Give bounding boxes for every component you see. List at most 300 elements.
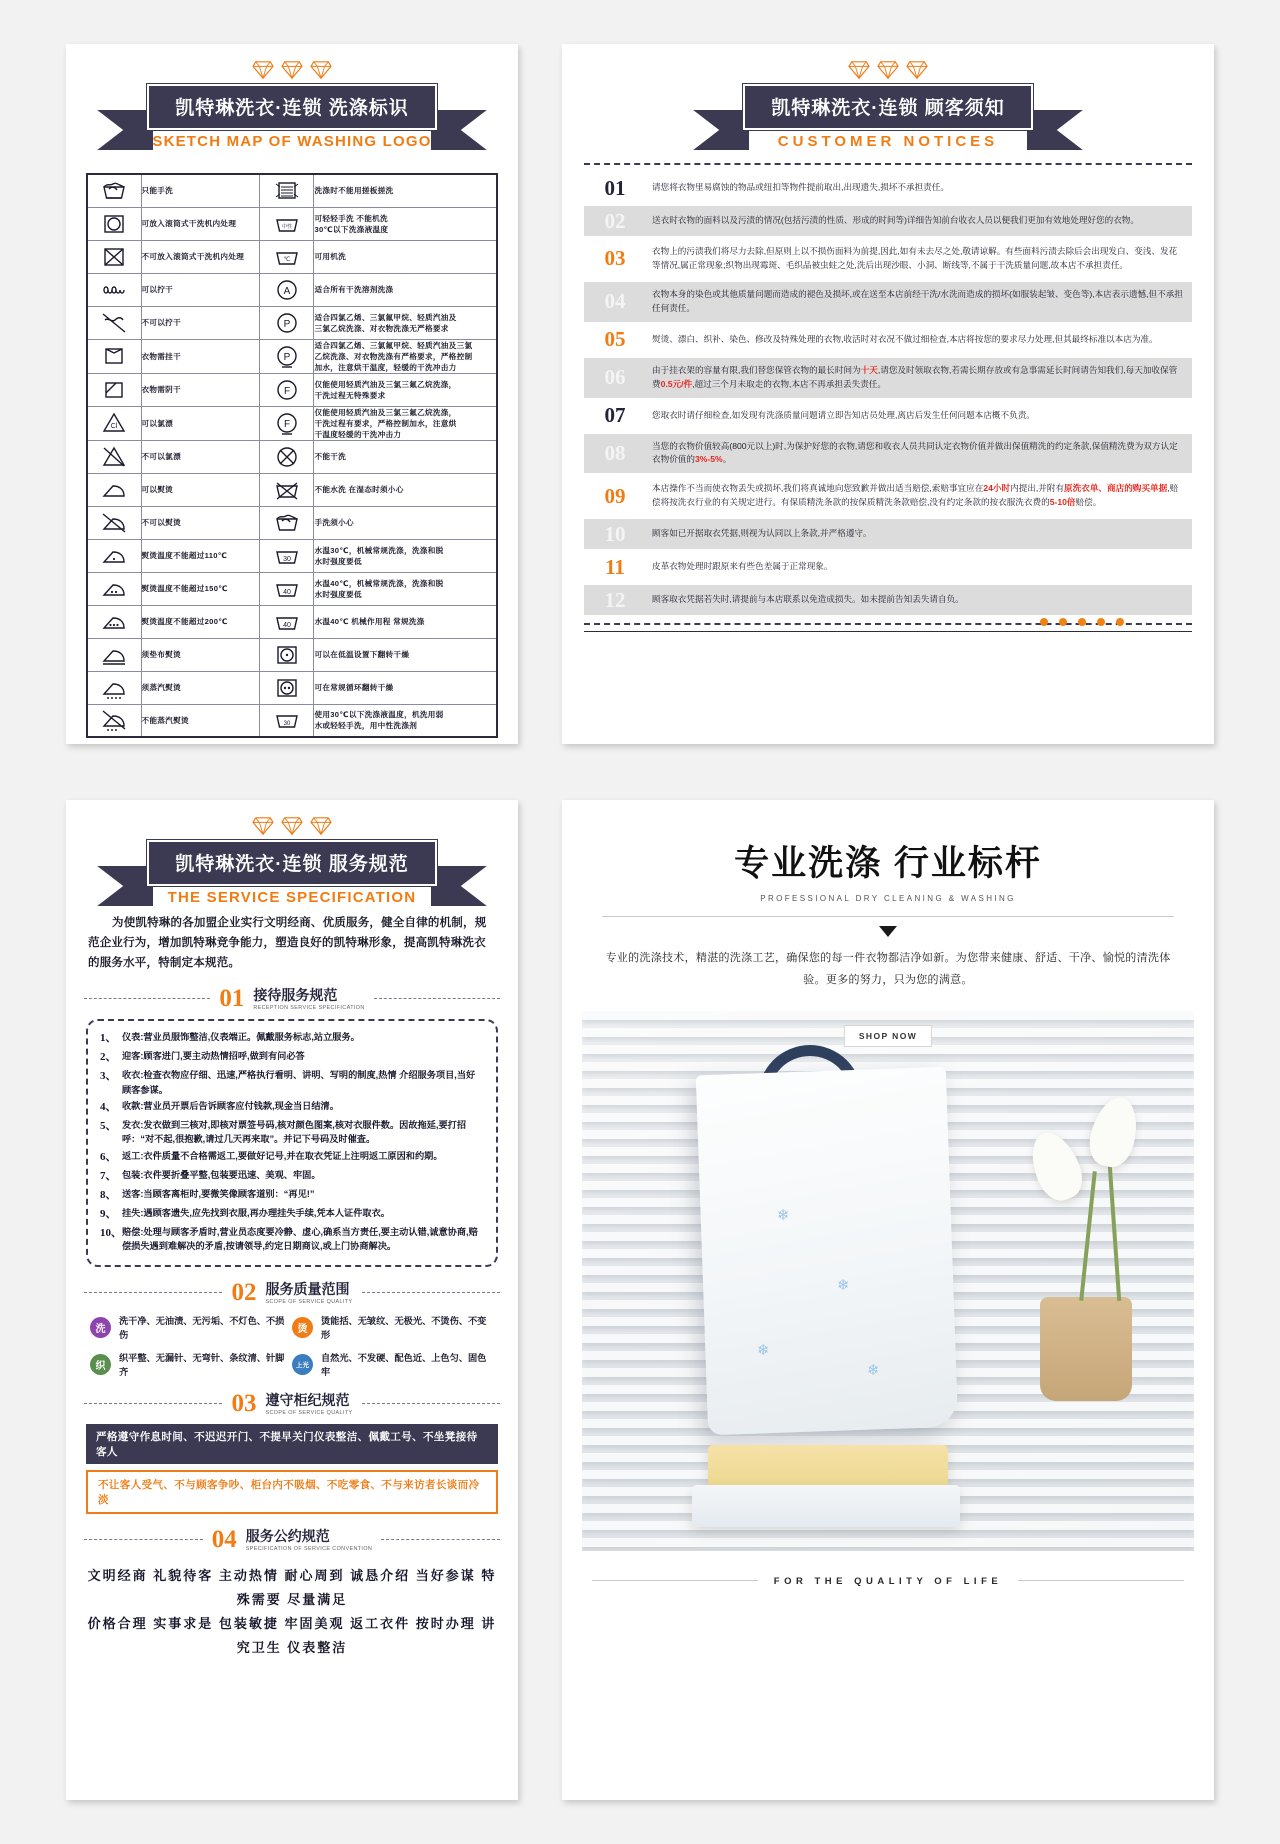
blind-slat bbox=[582, 1011, 1194, 1020]
list-item bbox=[100, 1168, 484, 1185]
notices-body bbox=[562, 151, 1214, 632]
notice-text: 送衣时衣物的面料以及污渍的情况(包括污渍的性质、形成的时间等)详细告知前台收衣人员以便我们更加有效地处理好您的衣物。 bbox=[652, 215, 1139, 226]
table-row bbox=[87, 506, 497, 539]
symbol-cell bbox=[87, 671, 141, 704]
symbol-cell bbox=[87, 373, 141, 406]
section-number: 04 bbox=[211, 1526, 237, 1554]
quality-text: 自然光、不发硬、配色近、上色匀、固色牢 bbox=[321, 1353, 487, 1378]
ribbon-tail-left bbox=[97, 110, 153, 150]
table-row bbox=[87, 572, 497, 605]
notice-text: 衣物本身的染色或其他质量问题而造成的褪色及损坏,或在送至本店前经干洗/水洗而造成的损坏(如服装起皱、变色等),本店表示遗憾,但不承担任何责任。 bbox=[652, 288, 1183, 313]
notice-number: 01 bbox=[604, 175, 626, 200]
section-number: 02 bbox=[231, 1279, 257, 1307]
notices-bottom-divider bbox=[584, 623, 1192, 625]
symbol-label: 须蒸汽熨烫 bbox=[141, 671, 260, 704]
highlight-text: 3%-5% bbox=[694, 454, 723, 465]
notice-item bbox=[584, 206, 1192, 236]
section-rule-left bbox=[84, 1539, 203, 1540]
tumble-dryclean-no-icon bbox=[99, 244, 129, 270]
triangle-down-icon bbox=[879, 926, 897, 937]
section-rule-right bbox=[362, 1403, 500, 1404]
rule-number: 1、 bbox=[100, 1032, 117, 1045]
symbol-cell bbox=[260, 572, 314, 605]
notice-item bbox=[584, 519, 1192, 549]
quality-row bbox=[90, 1350, 494, 1378]
table-row bbox=[87, 440, 497, 473]
promo-subtitle: PROFESSIONAL DRY CLEANING & WASHING bbox=[760, 894, 1016, 903]
symbol-label: 水温40℃，机械常规洗涤，洗涤和脱 水时强度要低 bbox=[314, 572, 497, 605]
convention-line: 价格合理 实事求是 包装敏捷 牢固美观 返工衣件 按时办理 讲究卫生 仪表整洁 bbox=[87, 1616, 497, 1656]
svg-text:30: 30 bbox=[283, 721, 291, 728]
rule-number: 2、 bbox=[100, 1051, 117, 1064]
symbol-label: 可放入滚筒式干洗机内处理 bbox=[141, 207, 260, 240]
tumble-dryclean-ok-icon bbox=[99, 211, 129, 237]
footer-text: FOR THE QUALITY OF LIFE bbox=[758, 1576, 1018, 1587]
svg-text:40: 40 bbox=[283, 621, 291, 629]
white-towel bbox=[696, 1067, 958, 1436]
rule-number: 6、 bbox=[100, 1150, 117, 1163]
hand-wash-careful-icon bbox=[272, 510, 302, 536]
dryclean-p-underline-icon bbox=[272, 343, 302, 369]
symbol-cell bbox=[87, 440, 141, 473]
dot-icon bbox=[1059, 618, 1067, 626]
symbol-label: 熨烫温度不能超过150℃ bbox=[141, 572, 260, 605]
symbol-label: 熨烫温度不能超过110℃ bbox=[141, 539, 260, 572]
section-rule-right bbox=[381, 1539, 500, 1540]
dryclean-a-icon bbox=[272, 277, 302, 303]
notice-number: 07 bbox=[604, 403, 626, 428]
notice-number: 09 bbox=[604, 483, 626, 508]
table-row bbox=[87, 306, 497, 339]
section-rule-left bbox=[84, 1292, 222, 1293]
notice-item bbox=[584, 552, 1192, 582]
svg-text:Cl: Cl bbox=[110, 423, 118, 430]
symbol-label: 适合四氯乙烯、三氯氟甲烷、轻质汽油及三氯 乙烷洗涤、对衣物洗涤有严格要求，严格控制 加水，注意烘干温度，轻缓的干洗冲击力 bbox=[314, 339, 497, 373]
wicker-basket bbox=[1040, 1297, 1132, 1401]
reception-rules-box bbox=[86, 1019, 498, 1267]
symbol-label: 水温30℃，机械常规洗涤，洗涤和脱 水时强度要低 bbox=[314, 539, 497, 572]
symbol-cell bbox=[260, 406, 314, 440]
diamond-icon bbox=[252, 60, 274, 80]
notice-text: 熨烫、漂白、织补、染色、修改及特殊处理的衣物,收活时对衣况不做过细检查,本店将按您的要求尽力处理,但其最终标准以本店为准。 bbox=[652, 333, 1158, 344]
symbol-cell bbox=[260, 638, 314, 671]
symbol-label: 适合所有干洗溶剂洗涤 bbox=[314, 273, 497, 306]
symbol-cell bbox=[260, 539, 314, 572]
diamond-icon bbox=[848, 60, 870, 80]
symbol-label: 可以熨烫 bbox=[141, 473, 260, 506]
symbol-label: 可以拧干 bbox=[141, 273, 260, 306]
section-header-04 bbox=[66, 1527, 518, 1552]
symbol-label: 熨烫温度不能超过200℃ bbox=[141, 605, 260, 638]
quality-badge: 洗 bbox=[90, 1317, 111, 1338]
notice-item bbox=[584, 476, 1192, 516]
list-item bbox=[100, 1225, 484, 1254]
symbol-label: 不可以熨烫 bbox=[141, 506, 260, 539]
chlorine-bleach-no-icon bbox=[99, 444, 129, 470]
notice-number: 08 bbox=[604, 440, 626, 465]
gentle-hand-wash-icon bbox=[272, 211, 302, 237]
notice-number: 05 bbox=[604, 327, 626, 352]
quality-badge: 上光 bbox=[292, 1354, 313, 1375]
iron-150-icon bbox=[99, 576, 129, 602]
section-number: 03 bbox=[231, 1390, 257, 1418]
section-titles bbox=[265, 1392, 352, 1416]
symbol-label: 使用30℃以下洗涤液温度，机洗用弱 水或轻轻手洗，用中性洗涤剂 bbox=[314, 704, 497, 737]
promo-header bbox=[562, 800, 1214, 991]
rule-text: 收衣:检查衣物应仔细、迅速,严格执行看明、讲明、写明的制度,热情 介绍服务项目,当好顾客参谋。 bbox=[122, 1070, 476, 1095]
tumble-dry-normal-icon bbox=[272, 675, 302, 701]
symbol-label: 不可以氯漂 bbox=[141, 440, 260, 473]
section-number: 01 bbox=[219, 985, 245, 1013]
rule-text: 迎客:顾客进门,要主动热情招呼,做到有问必答 bbox=[122, 1051, 305, 1062]
symbol-label: 手洗须小心 bbox=[314, 506, 497, 539]
service-convention bbox=[66, 1560, 518, 1660]
symbol-cell bbox=[260, 306, 314, 339]
svg-text:F: F bbox=[283, 419, 291, 430]
wash-40-icon bbox=[272, 576, 302, 602]
notice-item bbox=[584, 434, 1192, 474]
list-item bbox=[100, 1206, 484, 1223]
section-rule-right bbox=[362, 1292, 500, 1293]
notice-item bbox=[584, 239, 1192, 279]
chlorine-bleach-ok-icon bbox=[99, 410, 129, 436]
list-item bbox=[100, 1068, 484, 1097]
iron-200-icon bbox=[99, 609, 129, 635]
highlight-text: 原洗衣单、商店的购买单据 bbox=[1064, 483, 1168, 494]
list-item bbox=[100, 1049, 484, 1066]
service-banner-title: 凯特琳洗衣·连锁 服务规范 bbox=[147, 840, 437, 886]
symbol-cell bbox=[87, 572, 141, 605]
diamond-group bbox=[66, 816, 518, 836]
rule-text: 仪表:营业员服饰整洁,仪表端正。佩戴服务标志,站立服务。 bbox=[122, 1032, 360, 1043]
symbol-cell bbox=[87, 174, 141, 207]
highlight-text: 十天 bbox=[860, 364, 878, 375]
symbol-cell bbox=[87, 473, 141, 506]
quality-text: 织平整、无漏针、无弯针、条纹清、针脚齐 bbox=[119, 1353, 285, 1378]
ribbon bbox=[743, 84, 1033, 150]
rule-text: 送客:当顾客离柜时,要微笑像顾客道别：“再见!” bbox=[122, 1188, 315, 1199]
dryclean-f-underline-icon bbox=[272, 410, 302, 436]
section-title-en: SPECIFICATION OF SERVICE CONVENTION bbox=[245, 1545, 373, 1552]
section-title-en: RECEPTION SERVICE SPECIFICATION bbox=[253, 1004, 365, 1011]
quality-item bbox=[90, 1350, 292, 1378]
rule-text: 挂失:遇顾客遗失,应先找到衣服,再办理挂失手续,凭本人证件取衣。 bbox=[122, 1207, 390, 1218]
section-rule-right bbox=[374, 998, 500, 999]
section-title-cn: 服务公约规范 bbox=[245, 1527, 330, 1544]
ribbon-tail-left bbox=[97, 866, 153, 906]
notices-top-divider bbox=[584, 163, 1192, 165]
table-row bbox=[87, 605, 497, 638]
notice-number: 04 bbox=[604, 289, 626, 314]
iron-no-icon bbox=[99, 510, 129, 536]
symbol-cell bbox=[87, 605, 141, 638]
customer-notices-panel bbox=[562, 44, 1214, 744]
notice-text: 衣物上的污渍我们将尽力去除,但原则上以不损伤面料为前提,因此,如有未去尽之处,敬请谅解。有些面料污渍去除后会出现发白、变浅、发花等情况,属正常现象;织物出现霉斑、毛织品被虫蛀之处,洗后出现沙眼、小洞、断线等,不属于干洗质量问题,故本店不承担责任。 bbox=[652, 246, 1178, 270]
symbol-label: 不可以拧干 bbox=[141, 306, 260, 339]
symbol-label: 适合四氯乙烯、三氯氟甲烷、轻质汽油及 三氯乙烷洗涤、对衣物洗涤无严格要求 bbox=[314, 306, 497, 339]
symbol-cell bbox=[87, 306, 141, 339]
notice-text: 顾客取衣凭据若失时,请提前与本店联系以免造成损失。如未提前告知丢失请自负。 bbox=[652, 594, 964, 605]
symbol-cell bbox=[260, 174, 314, 207]
rule-number: 4、 bbox=[100, 1100, 117, 1113]
snowflake-icon: ❄ bbox=[777, 1207, 790, 1224]
symbol-label: 可在常规循环翻转干燥 bbox=[314, 671, 497, 704]
table-row bbox=[87, 406, 497, 440]
section-rule-left bbox=[84, 1403, 222, 1404]
symbol-cell bbox=[260, 273, 314, 306]
washing-symbols-table bbox=[86, 173, 498, 738]
section-rule-left bbox=[84, 998, 210, 999]
symbol-label: 可以在低温设置下翻转干燥 bbox=[314, 638, 497, 671]
notice-number: 03 bbox=[604, 246, 626, 271]
ribbon-tail-right bbox=[431, 866, 487, 906]
diamond-icon bbox=[906, 60, 928, 80]
symbol-label: 不能干洗 bbox=[314, 440, 497, 473]
steam-iron-icon bbox=[99, 675, 129, 701]
section-title-cn: 服务质量范围 bbox=[265, 1280, 350, 1297]
symbol-label: 可轻轻手洗 不能机洗 30℃以下洗涤液温度 bbox=[314, 207, 497, 240]
table-row bbox=[87, 273, 497, 306]
decorative-dots bbox=[1040, 618, 1124, 626]
svg-text:40: 40 bbox=[283, 588, 291, 596]
list-item bbox=[100, 1149, 484, 1166]
symbol-label: 仅能使用轻质汽油及三氯三氟乙烷洗涤， 干洗过程有要求，严格控制加水，注意烘 干温度轻缓的干洗冲击力 bbox=[314, 406, 497, 440]
symbol-label: 仅能使用轻质汽油及三氯三氟乙烷洗涤， 干洗过程无特殊要求 bbox=[314, 373, 497, 406]
highlight-text: 24小时 bbox=[983, 483, 1011, 494]
service-intro-text: 为使凯特琳的各加盟企业实行文明经商、优质服务，健全自律的机制，规范企业行为，增加凯特琳竞争能力，塑造良好的凯特琳形象，提高凯特琳洗衣的服务水平，特制定本规范。 bbox=[88, 917, 487, 970]
svg-text:30: 30 bbox=[283, 555, 291, 563]
symbol-label: 洗涤时不能用搓板搓洗 bbox=[314, 174, 497, 207]
table-row bbox=[87, 174, 497, 207]
wring-ok-icon bbox=[99, 277, 129, 303]
rule-text: 发衣:发衣做到三核对,即核对票签号码,核对颜色图案,核对衣服件数。因故拖延,要打招呼：“对不起,很抱歉,请过几天再来取”。并记下号码及时催查。 bbox=[122, 1120, 467, 1145]
symbol-cell bbox=[87, 240, 141, 273]
diamond-group bbox=[562, 60, 1214, 80]
wring-no-icon bbox=[99, 310, 129, 336]
section-title-en: SCOPE OF SERVICE QUALITY bbox=[265, 1298, 353, 1305]
convention-line: 文明经商 礼貌待客 主动热情 耐心周到 诚恳介绍 当好参谋 特殊需要 尽量满足 bbox=[87, 1568, 497, 1608]
notice-number: 10 bbox=[604, 521, 626, 546]
quality-text: 洗干净、无油渍、无污垢、不灯色、不损伤 bbox=[119, 1316, 285, 1341]
iron-with-cloth-icon bbox=[99, 642, 129, 668]
svg-text:A: A bbox=[283, 285, 291, 297]
rule-number: 9、 bbox=[100, 1207, 117, 1220]
table-row bbox=[87, 373, 497, 406]
ribbon bbox=[147, 84, 437, 150]
section-header-02 bbox=[66, 1280, 518, 1305]
wash-30-icon bbox=[272, 543, 302, 569]
notices-banner-subtitle: CUSTOMER NOTICES bbox=[777, 133, 999, 150]
symbol-label: 不能蒸汽熨烫 bbox=[141, 704, 260, 737]
washing-logo-panel bbox=[66, 44, 518, 744]
symbol-label: 须垫布熨烫 bbox=[141, 638, 260, 671]
iron-ok-icon bbox=[99, 477, 129, 503]
symbol-label: 不能水洗 在湿态时须小心 bbox=[314, 473, 497, 506]
promo-body-text: 专业的洗涤技术，精湛的洗涤工艺，确保您的每一件衣物都洁净如新。为您带来健康、舒适、干净、愉悦的清洗体验。更多的努力，只为您的满意。 bbox=[605, 952, 1171, 986]
folded-white-garment bbox=[692, 1485, 960, 1527]
quality-badge: 织 bbox=[90, 1354, 111, 1375]
discipline-bar-secondary: 不让客人受气、不与顾客争吵、柜台内不吸烟、不吃零食、不与来访者长谈而冷淡 bbox=[86, 1470, 498, 1514]
section-titles bbox=[265, 1281, 352, 1305]
section-title-en: SCOPE OF SERVICE QUALITY bbox=[265, 1409, 353, 1416]
symbol-label: 水温40℃ 机械作用程 常规洗涤 bbox=[314, 605, 497, 638]
list-item bbox=[100, 1030, 484, 1047]
notice-text: 请您将衣物里易腐蚀的物品或纽扣等物件提前取出,出现遗失,损坏不承担责任。 bbox=[652, 182, 949, 193]
notice-item bbox=[584, 282, 1192, 322]
quality-row bbox=[90, 1313, 494, 1341]
symbol-label: 衣物需阴干 bbox=[141, 373, 260, 406]
notice-item bbox=[584, 585, 1192, 615]
symbol-cell bbox=[260, 671, 314, 704]
symbol-label: 不可放入滚筒式干洗机内处理 bbox=[141, 240, 260, 273]
svg-text:℃: ℃ bbox=[283, 256, 291, 263]
notices-list bbox=[584, 173, 1192, 615]
diamond-icon bbox=[281, 816, 303, 836]
notice-number: 12 bbox=[604, 587, 626, 612]
notice-text: 由于挂衣架的容量有限,我们替您保管衣物的最长时间为十天,请您及时领取衣物,若需长期存放或有急事需延长时间请告知我们,每天加收保管费0.5元/件,超过三个月未取走的衣物,本店不再承担丢失责任。 bbox=[652, 364, 1178, 389]
diamond-icon bbox=[310, 816, 332, 836]
rule-number: 5、 bbox=[100, 1120, 117, 1133]
washing-banner-subtitle: SKETCH MAP OF WASHING LOGO bbox=[152, 133, 432, 150]
table-row bbox=[87, 671, 497, 704]
dot-icon bbox=[1040, 618, 1048, 626]
service-specification-panel bbox=[66, 800, 518, 1800]
iron-110-icon bbox=[99, 543, 129, 569]
snowflake-icon: ❄ bbox=[837, 1277, 850, 1294]
section-titles bbox=[253, 987, 364, 1011]
notice-number: 06 bbox=[604, 365, 626, 390]
section-header-03 bbox=[66, 1391, 518, 1416]
flower-stem bbox=[1107, 1151, 1121, 1301]
quality-item bbox=[90, 1313, 292, 1341]
section-title-cn: 接待服务规范 bbox=[253, 986, 338, 1003]
notices-banner bbox=[562, 44, 1214, 151]
notices-banner-title: 凯特琳洗衣·连锁 顾客须知 bbox=[743, 84, 1033, 130]
dryclean-p-icon bbox=[272, 310, 302, 336]
promo-title: 专业洗涤 行业标杆 bbox=[734, 844, 1042, 883]
list-item bbox=[100, 1187, 484, 1204]
no-dryclean-icon bbox=[272, 444, 302, 470]
notice-text: 当您的衣物价值较高(800元以上)时,为保护好您的衣物,请您和收衣人员共同认定衣物价值并做出保值精洗的约定条款,保值精洗费为双方认定衣物价值的3%-5%。 bbox=[652, 440, 1178, 465]
notice-text: 皮革衣物处理时跟原来有些色差属于正常现象。 bbox=[652, 561, 833, 572]
notice-number: 02 bbox=[604, 208, 626, 233]
dot-icon bbox=[1078, 618, 1086, 626]
symbol-cell bbox=[260, 440, 314, 473]
promo-footer bbox=[562, 1571, 1214, 1589]
notice-item bbox=[584, 358, 1192, 398]
ribbon-tail-right bbox=[431, 110, 487, 150]
machine-wash-ok-icon bbox=[272, 244, 302, 270]
washing-banner-title: 凯特琳洗衣·连锁 洗涤标识 bbox=[147, 84, 437, 130]
quality-text: 烫能括、无皱纹、无极光、不烫伤、不变形 bbox=[321, 1316, 487, 1341]
symbol-label: 可用机洗 bbox=[314, 240, 497, 273]
symbol-cell bbox=[87, 406, 141, 440]
service-banner-subtitle: THE SERVICE SPECIFICATION bbox=[167, 889, 417, 906]
service-banner bbox=[66, 800, 518, 907]
symbol-label: 衣物需挂干 bbox=[141, 339, 260, 373]
notice-number: 11 bbox=[605, 554, 625, 579]
discipline-bar-primary: 严格遵守作息时间、不迟迟开门、不提早关门仪表整洁、佩戴工号、不坐凳接待客人 bbox=[86, 1424, 498, 1464]
notice-text: 您取衣时请仔细检查,如发现有洗涤质量问题请立即告知店员处理,离店后发生任何问题本店概不负责。 bbox=[652, 409, 1035, 420]
quality-scope-grid bbox=[90, 1313, 494, 1378]
symbol-cell bbox=[87, 704, 141, 737]
wash-40-normal-icon bbox=[272, 609, 302, 635]
quality-badge: 烫 bbox=[292, 1317, 313, 1338]
list-item bbox=[100, 1118, 484, 1147]
notice-item bbox=[584, 401, 1192, 431]
product-photo bbox=[582, 1011, 1194, 1551]
svg-text:中性: 中性 bbox=[281, 223, 292, 230]
dot-icon bbox=[1116, 618, 1124, 626]
highlight-text: 0.5元/件 bbox=[660, 378, 693, 389]
notice-text: 顾客如已开据取衣凭据,则视为认同以上条款,并严格遵守。 bbox=[652, 528, 872, 539]
rule-text: 包装:衣件要折叠平整,包装要迅速、美观、牢固。 bbox=[122, 1169, 321, 1180]
dot-icon bbox=[1097, 618, 1105, 626]
dryclean-f-icon bbox=[272, 377, 302, 403]
quality-item bbox=[292, 1313, 494, 1341]
symbol-cell bbox=[87, 638, 141, 671]
line-dry-icon bbox=[99, 343, 129, 369]
symbol-cell bbox=[260, 207, 314, 240]
symbol-cell bbox=[260, 473, 314, 506]
symbol-cell bbox=[87, 273, 141, 306]
notice-item bbox=[584, 173, 1192, 203]
ribbon bbox=[147, 840, 437, 906]
section-title-cn: 遵守柜纪规范 bbox=[265, 1391, 350, 1408]
svg-text:P: P bbox=[283, 352, 291, 363]
table-row bbox=[87, 240, 497, 273]
rule-number: 7、 bbox=[100, 1169, 117, 1182]
rule-number: 10、 bbox=[100, 1226, 122, 1239]
blind-slat bbox=[582, 1538, 1194, 1547]
rule-text: 返工:衣件质量不合格需返工,要做好记号,并在取衣凭证上注明返工原因和约期。 bbox=[122, 1150, 443, 1161]
symbol-cell bbox=[260, 506, 314, 539]
rule-text: 赔偿:处理与顾客矛盾时,营业员态度要冷静、虚心,确系当方责任,要主动认错,诚意协商,赔偿损失遇到难解决的矛盾,按请领导,约定日期商议,或上门协商解决。 bbox=[122, 1226, 478, 1251]
snowflake-icon: ❄ bbox=[867, 1362, 880, 1379]
tumble-dry-low-icon bbox=[272, 642, 302, 668]
shop-now-button[interactable]: SHOP NOW bbox=[844, 1025, 932, 1047]
highlight-text: 5-10倍 bbox=[1049, 497, 1076, 508]
symbol-cell bbox=[87, 339, 141, 373]
table-row bbox=[87, 539, 497, 572]
symbol-cell bbox=[260, 339, 314, 373]
no-steam-iron-icon bbox=[99, 707, 129, 733]
table-row bbox=[87, 339, 497, 373]
table-row bbox=[87, 638, 497, 671]
snowflake-icon: ❄ bbox=[757, 1342, 770, 1359]
wash-30-mild-icon bbox=[272, 707, 302, 733]
notices-bottom-rule bbox=[584, 631, 1192, 632]
rule-number: 3、 bbox=[100, 1070, 117, 1083]
rule-text: 收款:营业员开票后告诉顾客应付钱款,现金当日结清。 bbox=[122, 1100, 339, 1111]
table-row bbox=[87, 473, 497, 506]
shade-dry-icon bbox=[99, 377, 129, 403]
section-header-01 bbox=[66, 986, 518, 1011]
no-water-wash-icon bbox=[272, 477, 302, 503]
notice-text: 本店操作不当而使衣物丢失或损坏,我们将真诚地向您致歉并做出适当赔偿,索赔事宜应在24小时内提出,并附有原洗衣单、商店的购买单据,赔偿将按洗衣行业的有关规定进行。有保质精洗条款的按保质精洗条款赔偿,没有约定条款的按衣服洗衣费的5-10倍赔偿。 bbox=[652, 483, 1179, 508]
rule-number: 8、 bbox=[100, 1188, 117, 1201]
symbol-cell bbox=[260, 704, 314, 737]
symbol-cell bbox=[87, 539, 141, 572]
svg-text:P: P bbox=[283, 318, 291, 330]
svg-text:F: F bbox=[283, 385, 291, 397]
symbol-cell bbox=[87, 506, 141, 539]
symbol-cell bbox=[87, 207, 141, 240]
symbol-label: 可以氯漂 bbox=[141, 406, 260, 440]
symbol-cell bbox=[260, 373, 314, 406]
blind-slat bbox=[582, 1436, 1194, 1445]
notice-item bbox=[584, 325, 1192, 355]
